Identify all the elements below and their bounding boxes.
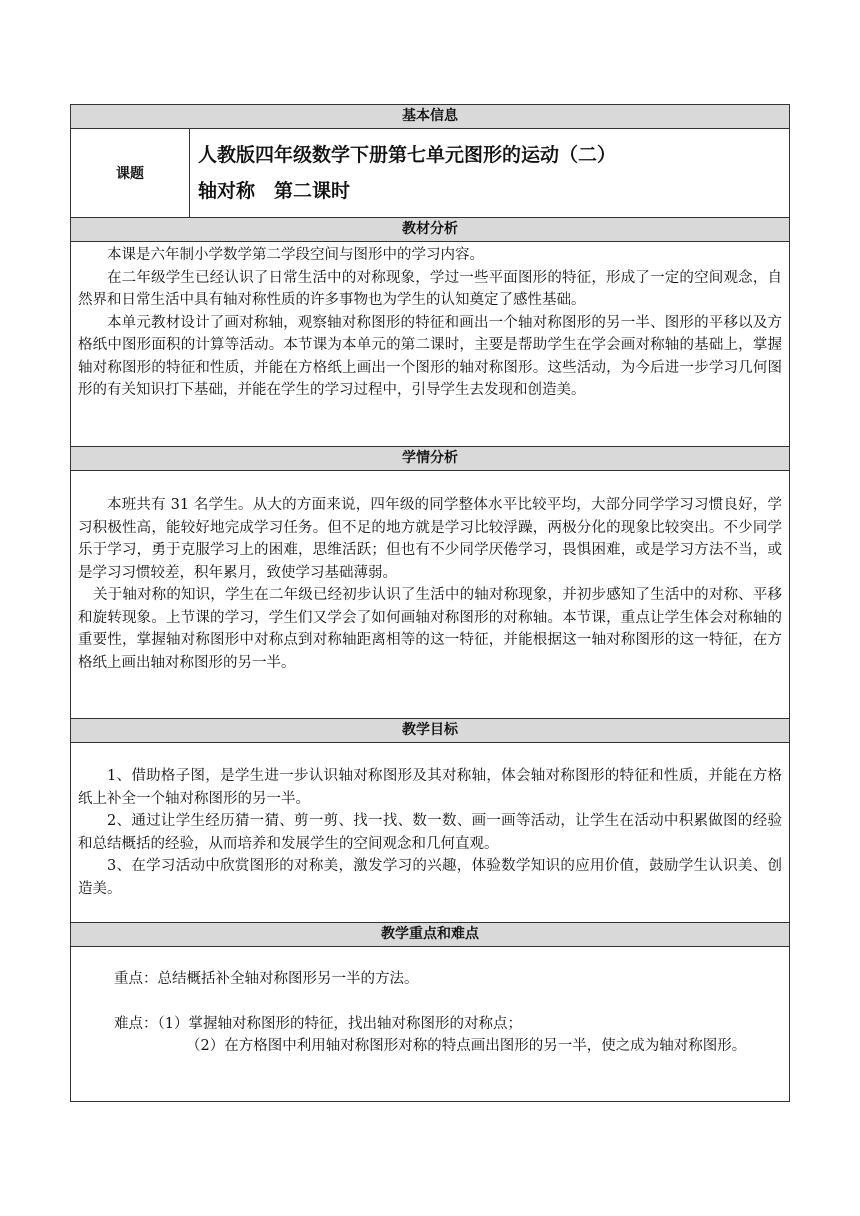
- section-header-key-points: 教学重点和难点: [71, 923, 790, 947]
- student-analysis: [71, 471, 790, 719]
- key-and-difficult-points: [71, 947, 790, 1102]
- goal-item: 2、通过让学生经历猜一猜、剪一剪、找一找、数一数、画一画等活动，让学生在活动中积累做图的经验和总结概括的经验，从而培养和发展学生的空间观念和几何直观。: [78, 813, 782, 852]
- material-analysis: [71, 242, 790, 447]
- goal-item: 1、借助格子图，是学生进一步认识轴对称图形及其对称轴，体会轴对称图形的特征和性质，并能在方格纸上补全一个轴对称图形的另一半。: [78, 768, 782, 807]
- teaching-goals: [71, 743, 790, 923]
- difficult-point: （2）在方格图中利用轴对称图形对称的特点画出图形的另一半，使之成为轴对称图形。: [186, 1038, 747, 1054]
- section-header-students: 学情分析: [71, 447, 790, 471]
- student-paragraph: 本班共有 31 名学生。从大的方面来说，四年级的同学整体水平比较平均，大部分同学学习习惯良好，学习积极性高，能较好地完成学习任务。但不足的地方就是学习比较浮躁，两极分化的现象比较突出。不少同学乐于学习，勇于克服学习上的困难，思维活跃；但也有不少同学厌倦学习，畏惧困难，或是学习方法不当，或是学习习惯较差，积年累月，致使学习基础薄弱。: [78, 497, 782, 581]
- material-paragraph: 本课是六年制小学数学第二学段空间与图形中的学习内容。: [107, 247, 484, 263]
- section-header-material: 教材分析: [71, 218, 790, 242]
- topic-subtitle: 轴对称 第二课时: [198, 180, 351, 202]
- material-paragraph: 在二年级学生已经认识了日常生活中的对称现象，学过一些平面图形的特征，形成了一定的空间观念，自然界和日常生活中具有轴对称性质的许多事物也为学生的认知奠定了感性基础。: [78, 269, 782, 308]
- lesson-plan-table: [70, 104, 790, 1102]
- section-header-goals: 教学目标: [71, 719, 790, 743]
- material-paragraph: 本单元教材设计了画对称轴，观察轴对称图形的特征和画出一个轴对称图形的另一半、图形的平移以及方格纸中图形面积的计算等活动。本节课为本单元的第二课时，主要是帮助学生在学会画对称轴的基础上，掌握轴对称图形的特征和性质，并能在方格纸上画出一个图形的轴对称图形。这些活动，为今后进一步学习几何图形的有关知识打下基础，并能在学生的学习过程中，引导学生去发现和创造美。: [78, 314, 782, 398]
- student-paragraph: 关于轴对称的知识，学生在二年级已经初步认识了生活中的轴对称现象，并初步感知了生活中的对称、平移和旋转现象。上节课的学习，学生们又学会了如何画轴对称图形的对称轴。本节课，重点让学生体会对称轴的重要性，掌握轴对称图形中对称点到对称轴距离相等的这一特征，并能根据这一轴对称图形的这一特征，在方格纸上画出轴对称图形的另一半。: [78, 587, 782, 671]
- section-header-basic-info: 基本信息: [71, 105, 790, 129]
- goal-item: 3、在学习活动中欣赏图形的对称美，激发学习的兴趣，体验数学知识的应用价值，鼓励学生认识美、创造美。: [78, 858, 782, 897]
- topic-cell: [190, 129, 790, 218]
- difficult-point: 难点：（1）掌握轴对称图形的特征，找出轴对称图形的对称点；: [114, 1015, 522, 1032]
- topic-label: 课题: [71, 129, 190, 218]
- key-point: 重点：总结概括补全轴对称图形另一半的方法。: [114, 971, 419, 987]
- topic-title: 人教版四年级数学下册第七单元图形的运动（二）: [198, 144, 617, 166]
- spacer: [78, 991, 782, 1013]
